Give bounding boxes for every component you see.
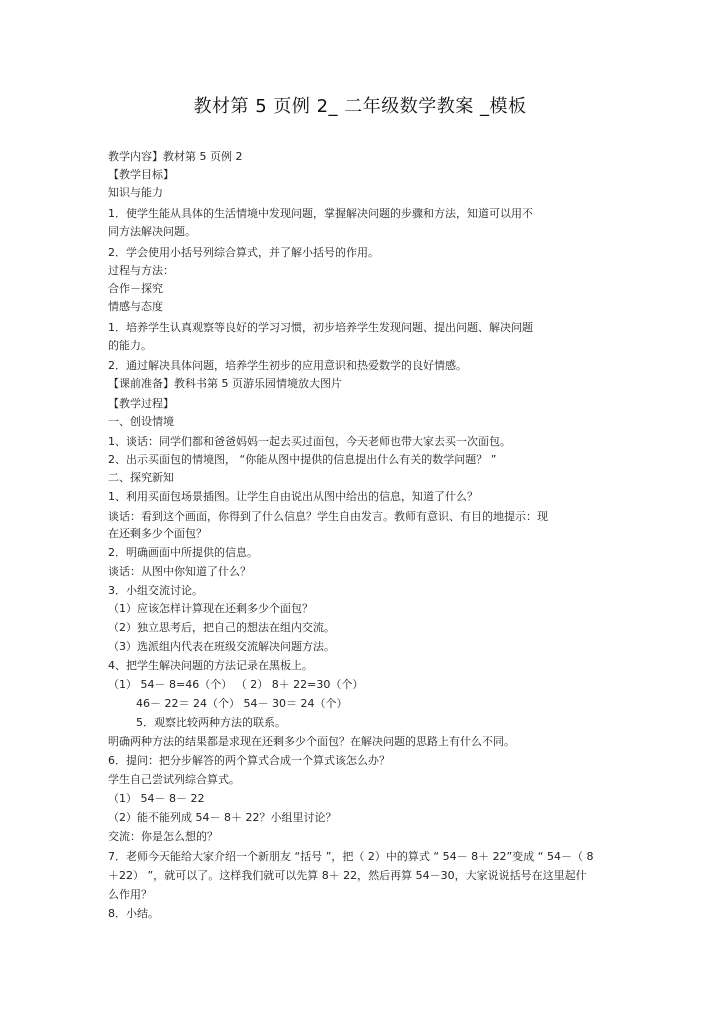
text-line: （2）独立思考后，把自己的想法在组内交流。 bbox=[108, 621, 335, 634]
text-line: （1） 54－ 8－ 22 bbox=[108, 792, 205, 805]
text-line: 4、把学生解决问题的方法记录在黑板上。 bbox=[108, 659, 313, 672]
text-line: （1）应该怎样计算现在还剩多少个面包？ bbox=[108, 602, 313, 615]
text-line: 7．老师今天能给大家介绍一个新朋友 “括号 ”，把（ 2）中的算式 “ 54－ 8＋ 22”变成 “ 54－（ 8 bbox=[108, 850, 594, 863]
text-line: 情感与态度 bbox=[108, 300, 163, 313]
text-line: （1） 54－ 8=46（个） （ 2） 8＋ 22=30（个） bbox=[108, 678, 364, 691]
document-title: 教材第 5 页例 2_ 二年级数学教案 _模板 bbox=[193, 96, 527, 117]
text-line: 8．小结。 bbox=[108, 907, 159, 920]
text-line: 学生自己尝试列综合算式。 bbox=[108, 773, 240, 786]
text-line: 2、出示买面包的情境图， “你能从图中提供的信息提出什么有关的数学问题？ ” bbox=[108, 453, 497, 466]
text-line: 【教学过程】 bbox=[108, 397, 174, 410]
text-line: 知识与能力 bbox=[108, 186, 163, 199]
text-line: 1．使学生能从具体的生活情境中发现问题，掌握解决问题的步骤和方法，知道可以用不 bbox=[108, 207, 533, 220]
text-line: ＋22） ”，就可以了。这样我们就可以先算 8＋ 22，然后再算 54－30，大家说说括号在这里起什 bbox=[108, 869, 587, 882]
text-line: 同方法解决问题。 bbox=[108, 225, 196, 238]
text-line: 2．学会使用小括号列综合算式，并了解小括号的作用。 bbox=[108, 246, 379, 259]
text-line: （2）能不能列成 54－ 8＋ 22？小组里讨论？ bbox=[108, 811, 337, 824]
text-line: 谈话：从图中你知道了什么？ bbox=[108, 565, 251, 578]
text-line: 明确两种方法的结果都是求现在还剩多少个面包？在解决问题的思路上有什么不同。 bbox=[108, 735, 515, 748]
text-line: 一、创设情境 bbox=[108, 415, 174, 428]
text-line: 教学内容】教材第 5 页例 2 bbox=[108, 150, 243, 163]
text-line: 合作－探究 bbox=[108, 282, 163, 295]
text-line: 6．提问：把分步解答的两个算式合成一个算式该怎么办？ bbox=[108, 754, 390, 767]
text-line: 交流：你是怎么想的？ bbox=[108, 830, 218, 843]
text-line: 二、探究新知 bbox=[108, 471, 174, 484]
text-line: 的能力。 bbox=[108, 339, 152, 352]
text-line: 【教学目标】 bbox=[108, 168, 174, 181]
text-line: 5．观察比较两种方法的联系。 bbox=[136, 716, 286, 729]
text-line: 1、谈话：同学们都和爸爸妈妈一起去买过面包，今天老师也带大家去买一次面包。 bbox=[108, 435, 511, 448]
text-line: 过程与方法： bbox=[108, 264, 174, 277]
text-line: 么作用？ bbox=[108, 888, 152, 901]
text-line: 46－ 22＝ 24（个） 54－ 30＝ 24（个） bbox=[136, 697, 348, 710]
text-line: 1．培养学生认真观察等良好的学习习惯，初步培养学生发现问题、提出问题、解决问题 bbox=[108, 321, 533, 334]
text-line: 在还剩多少个面包？ bbox=[108, 527, 207, 540]
text-line: 3．小组交流讨论。 bbox=[108, 584, 203, 597]
text-line: 2．明确画面中所提供的信息。 bbox=[108, 546, 258, 559]
text-line: （3）选派组内代表在班级交流解决问题方法。 bbox=[108, 640, 335, 653]
text-line: 【课前准备】教科书第 5 页游乐园情境放大图片 bbox=[108, 377, 342, 390]
text-line: 1、利用买面包场景插图。让学生自由说出从图中给出的信息，知道了什么？ bbox=[108, 490, 478, 503]
text-line: 谈话：看到这个画面，你得到了什么信息？学生自由发言。教师有意识、有目的地提示：现 bbox=[108, 510, 548, 523]
text-line: 2．通过解决具体问题，培养学生初步的应用意识和热爱数学的良好情感。 bbox=[108, 359, 467, 372]
